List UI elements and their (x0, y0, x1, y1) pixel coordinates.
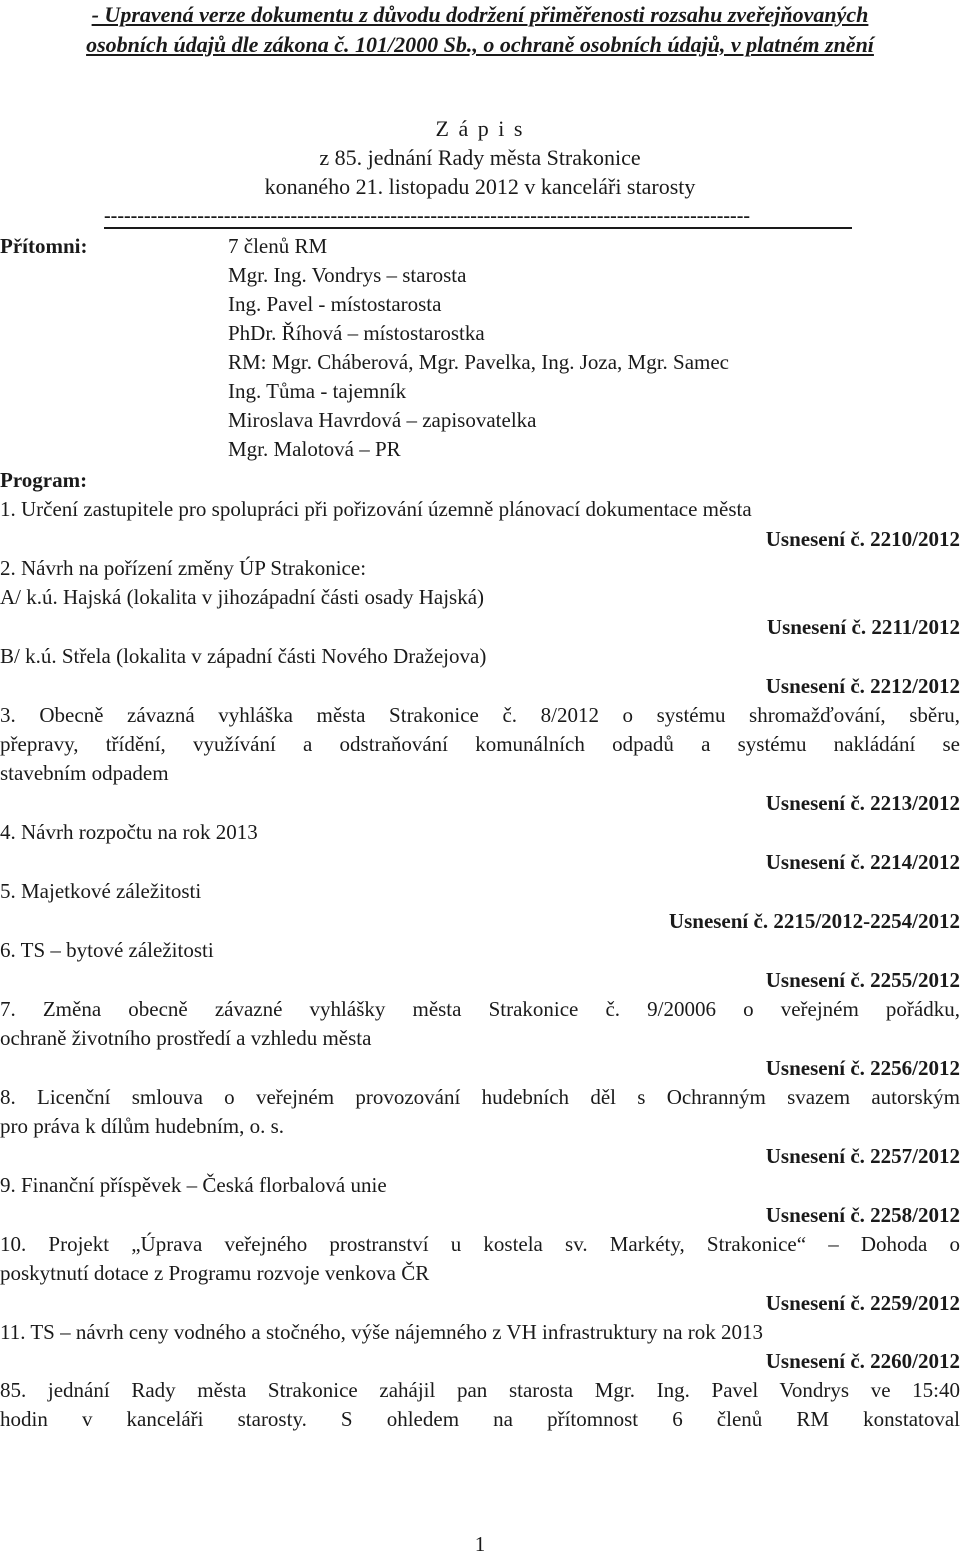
resolution-number: Usnesení č. 2255/2012 (765, 968, 960, 992)
program-item-1: 1. Určení zastupitele pro spolupráci při pořizování územně plánovací dokumentace města (0, 497, 752, 521)
program-item-2a: A/ k.ú. Hajská (lokalita v jihozápadní části osady Hajská) (0, 585, 485, 609)
attendance-line: PhDr. Říhová – místostarostka (228, 321, 485, 345)
program-item-8-line-2: pro práva k dílům hudebním, o. s. (0, 1114, 285, 1138)
program-item-2b: B/ k.ú. Střela (lokalita v západní části Nového Dražejova) (0, 644, 487, 668)
intro-paragraph-line-2: hodin v kanceláři starosty. S ohledem na přítomnost 6 členů RM konstatoval (0, 1407, 960, 1431)
attendance-line: Ing. Pavel - místostarosta (228, 292, 442, 316)
attendance-label: Přítomni: (0, 234, 88, 258)
resolution-number: Usnesení č. 2259/2012 (765, 1291, 960, 1315)
attendance-line: Mgr. Malotová – PR (228, 437, 401, 461)
attendance-line: 7 členů RM (228, 234, 328, 258)
program-item-3-line-1: 3. Obecně závazná vyhláška města Strakonice č. 8/2012 o systému shromažďování, sběru, (0, 703, 960, 727)
program-item-11: 11. TS – návrh ceny vodného a stočného, výše nájemného z VH infrastruktury na rok 2013 (0, 1320, 764, 1344)
program-item-7-line-1: 7. Změna obecně závazné vyhlášky města Strakonice č. 9/20006 o veřejném pořádku, (0, 997, 960, 1021)
program-item-4: 4. Návrh rozpočtu na rok 2013 (0, 820, 258, 844)
page-number: 1 (474, 1532, 486, 1556)
anonymization-notice (30, 0, 930, 60)
resolution-number: Usnesení č. 2210/2012 (765, 527, 960, 551)
notice-line-2: osobních údajů dle zákona č. 101/2000 Sb., o ochraně osobních údajů, v platném znění (86, 32, 874, 57)
attendance-list (228, 232, 729, 464)
program-label: Program: (0, 468, 88, 492)
attendance-line: Mgr. Ing. Vondrys – starosta (228, 263, 467, 287)
attendance-line: Ing. Tůma - tajemník (228, 379, 407, 403)
program-item-7-line-2: ochraně životního prostředí a vzhledu města (0, 1026, 372, 1050)
program-item-6: 6. TS – bytové záležitosti (0, 938, 214, 962)
intro-paragraph-line-1: 85. jednání Rady města Strakonice zahájil pan starosta Mgr. Ing. Pavel Vondrys ve 15:40 (0, 1378, 960, 1402)
resolution-number: Usnesení č. 2256/2012 (765, 1056, 960, 1080)
resolution-number: Usnesení č. 2214/2012 (765, 850, 960, 874)
resolution-number: Usnesení č. 2211/2012 (766, 615, 960, 639)
separator-line: ------------------------------------------------------------------------------------------------- (104, 205, 852, 229)
program-item-10-line-1: 10. Projekt „Úprava veřejného prostranství u kostela sv. Markéty, Strakonice“ – Dohoda o (0, 1232, 960, 1256)
program-item-10-line-2: poskytnutí dotace z Programu rozvoje venkova ČR (0, 1261, 430, 1285)
attendance-line: Miroslava Havrdová – zapisovatelka (228, 408, 537, 432)
meeting-date-line: konaného 21. listopadu 2012 v kanceláři starosty (264, 174, 696, 199)
resolution-number: Usnesení č. 2213/2012 (765, 791, 960, 815)
document-header (0, 114, 960, 201)
program-item-8-line-1: 8. Licenční smlouva o veřejném provozování hudebních děl s Ochranným svazem autorským (0, 1085, 960, 1109)
resolution-number: Usnesení č. 2260/2012 (765, 1349, 960, 1373)
program-item-9: 9. Finanční příspěvek – Česká florbalová unie (0, 1173, 387, 1197)
notice-line-1: - Upravená verze dokumentu z důvodu dodržení přiměřenosti rozsahu zveřejňovaných (91, 2, 869, 27)
resolution-number: Usnesení č. 2257/2012 (765, 1144, 960, 1168)
program-item-5: 5. Majetkové záležitosti (0, 879, 202, 903)
program-item-3-line-2: přepravy, třídění, využívání a odstraňování komunálních odpadů a systému nakládání se (0, 732, 960, 756)
resolution-number: Usnesení č. 2258/2012 (765, 1203, 960, 1227)
program-item-3-line-3: stavebním odpadem (0, 761, 169, 785)
attendance-line: RM: Mgr. Cháberová, Mgr. Pavelka, Ing. Joza, Mgr. Samec (228, 350, 730, 374)
document-title: Z á p i s (435, 116, 525, 141)
resolution-number: Usnesení č. 2212/2012 (765, 674, 960, 698)
meeting-line: z 85. jednání Rady města Strakonice (319, 145, 641, 170)
resolution-number: Usnesení č. 2215/2012-2254/2012 (668, 909, 960, 933)
program-item-2: 2. Návrh na pořízení změny ÚP Strakonice: (0, 556, 367, 580)
